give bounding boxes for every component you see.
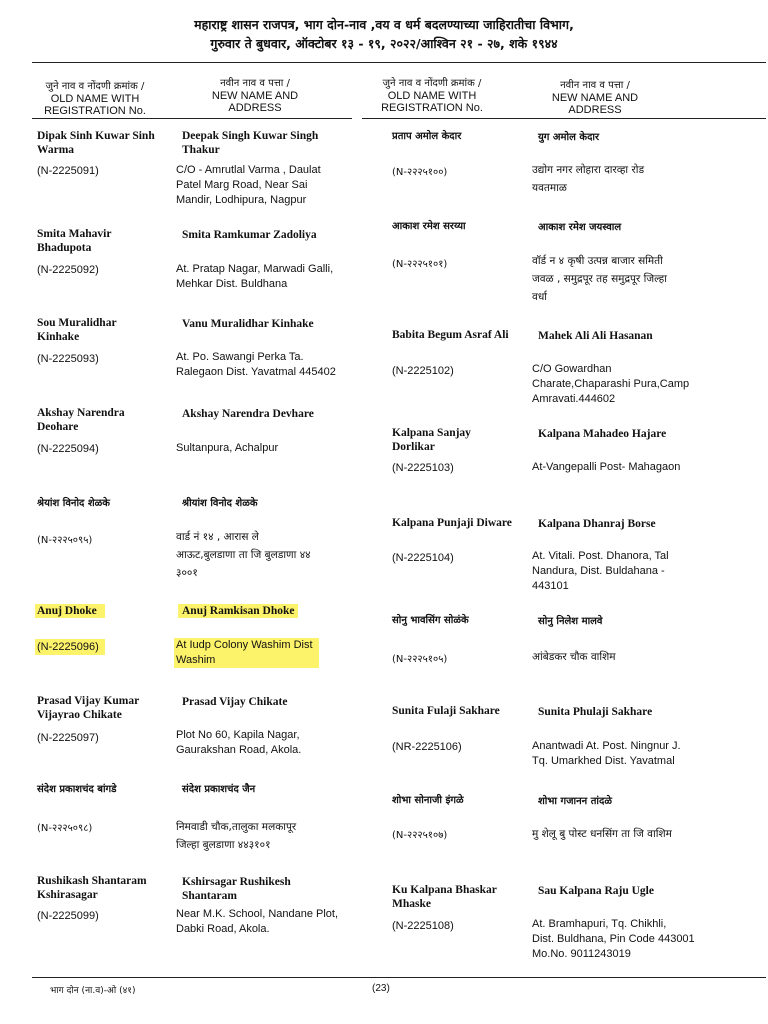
old-name: शोभा सोनाजी इंगळे	[392, 795, 464, 806]
new-name: Akshay Narendra Devhare	[182, 408, 314, 420]
old-name-highlighted: Anuj Dhoke	[35, 604, 105, 618]
new-name: Smita Ramkumar Zadoliya	[182, 229, 317, 241]
registration-number: (N-२२२५१०५)	[392, 654, 448, 665]
new-heading-en-1: NEW NAME AND	[551, 92, 639, 104]
left-new-column-heading	[185, 78, 325, 114]
new-name: Sunita Phulaji Sakhare	[538, 706, 653, 718]
old-name: संदेश प्रकाशचंद बांगडे	[37, 784, 117, 795]
footer-part-label: भाग दोन (ना.व)-ओ (४१)	[50, 986, 136, 996]
new-heading-en-1: NEW NAME AND	[211, 90, 299, 102]
left-old-column-heading	[30, 81, 160, 117]
top-rule	[32, 62, 766, 63]
new-name: Sau Kalpana Raju Ugle	[538, 885, 654, 897]
new-name: युग अमोल केदार	[538, 132, 600, 143]
address: At. Bramhapuri, Tq. Chikhli, Dist. Buldhana, Pin Code 443001 Mo.No. 9011243019	[532, 918, 695, 960]
registration-number: (N-2225091)	[37, 165, 99, 177]
new-name: शोभा गजानन तांदळे	[538, 796, 612, 807]
right-old-column-heading	[362, 78, 502, 114]
right-heading-rule	[362, 118, 766, 119]
new-name: Prasad Vijay Chikate	[182, 696, 288, 708]
address: आंबेडकर चौक वाशिम	[532, 651, 616, 663]
old-name: Smita Mahavir Bhadupota	[37, 228, 112, 254]
old-name: Kalpana Punjaji Diware	[392, 517, 512, 529]
left-heading-rule	[32, 118, 352, 119]
old-name: प्रताप अमोल केदार	[392, 131, 462, 142]
address: At-Vangepalli Post- Mahagaon	[532, 461, 681, 473]
old-name: Rushikash Shantaram Kshirasagar	[37, 875, 147, 901]
new-heading-marathi: नवीन नाव व पत्ता /	[560, 80, 630, 91]
old-name: Sunita Fulaji Sakhare	[392, 705, 500, 717]
registration-number: (N-२२२५१००)	[392, 167, 448, 178]
new-name: श्रीयांश विनोद शेळके	[182, 498, 258, 509]
registration-number: (N-२२२५१०७)	[392, 830, 448, 841]
registration-number: (N-२२२५१०१)	[392, 259, 448, 270]
old-name: Dipak Sinh Kuwar Sinh Warma	[37, 130, 155, 156]
footer-rule	[32, 977, 766, 978]
new-name: आकाश रमेश जयस्वाल	[538, 222, 622, 233]
old-name: आकाश रमेश सरय्या	[392, 221, 466, 232]
old-name: Ku Kalpana Bhaskar Mhaske	[392, 884, 497, 910]
registration-number: (NR-2225106)	[392, 741, 462, 753]
registration-number: (N-2225092)	[37, 264, 99, 276]
registration-number: (N-2225097)	[37, 732, 99, 744]
address-highlighted: At Iudp Colony Washim Dist Washim	[174, 638, 319, 668]
address: वार्ड नं १४ , आरास ले आऊट,बुलडाणा ता जि बुलडाणा ४४ ३००१	[176, 531, 311, 579]
gazette-title: महाराष्ट्र शासन राजपत्र, भाग दोन-नाव ,वय व धर्म बदलण्याच्या जाहिरातीचा विभाग,	[194, 17, 574, 32]
old-heading-en-2: REGISTRATION No.	[381, 102, 483, 114]
new-name: Mahek Ali Ali Hasanan	[538, 330, 653, 342]
address: उद्योग नगर लोहारा दारव्हा रोड यवतमाळ	[532, 164, 645, 194]
address: At. Vitali. Post. Dhanora, Tal Nandura, Dist. Buldahana - 443101	[532, 550, 669, 592]
address: Anantwadi At. Post. Ningnur J. Tq. Umarkhed Dist. Yavatmal	[532, 740, 681, 767]
registration-number: (N-2225104)	[392, 552, 454, 564]
new-heading-en-2: ADDRESS	[228, 102, 282, 114]
registration-number: (N-2225094)	[37, 443, 99, 455]
old-name: Babita Begum Asraf Ali	[392, 329, 509, 341]
gazette-date-line: गुरुवार ते बुधवार, ऑक्टोबर १३ - १९, २०२२/आश्विन २१ - २७, शके १९४४	[210, 36, 558, 51]
address: Plot No 60, Kapila Nagar, Gaurakshan Road, Akola.	[176, 729, 302, 756]
registration-number: (N-2225099)	[37, 910, 99, 922]
address: Sultanpura, Achalpur	[176, 442, 279, 454]
registration-number: (N-2225093)	[37, 353, 99, 365]
old-heading-en-1: OLD NAME WITH	[50, 93, 140, 105]
registration-number: (N-2225102)	[392, 365, 454, 377]
old-heading-en-2: REGISTRATION No.	[44, 105, 146, 117]
new-name: Kshirsagar Rushikesh Shantaram	[182, 876, 291, 902]
old-name: Kalpana Sanjay Dorlikar	[392, 427, 471, 453]
address: At. Pratap Nagar, Marwadi Galli, Mehkar Dist. Buldhana	[176, 263, 334, 290]
old-name: सोनु भावसिंग सोळंके	[392, 615, 469, 626]
old-name: Akshay Narendra Deohare	[37, 407, 125, 433]
old-name: Prasad Vijay Kumar Vijayrao Chikate	[37, 695, 140, 721]
address: वॉर्ड न ४ कृषी उत्पन्न बाजार समिती जवळ , समुद्रपूर तह समुद्रपूर जिल्हा वर्धा	[532, 255, 667, 303]
page-number: (23)	[372, 983, 390, 994]
old-heading-en-1: OLD NAME WITH	[387, 90, 477, 102]
registration-number-highlighted: (N-2225096)	[35, 639, 105, 655]
address: Near M.K. School, Nandane Plot, Dabki Road, Akola.	[176, 908, 339, 935]
new-name-highlighted: Anuj Ramkisan Dhoke	[178, 604, 298, 618]
new-name: Kalpana Mahadeo Hajare	[538, 428, 667, 440]
address: मु शेलू बु पोस्ट धनसिंग ता जि वाशिम	[532, 828, 672, 840]
old-heading-marathi: जुने नाव व नोंदणी क्रमांक /	[45, 81, 145, 92]
new-name: Vanu Muralidhar Kinhake	[182, 318, 314, 330]
new-name: सोनु निलेश मालवे	[538, 616, 603, 627]
registration-number: (N-२२२५०९५)	[37, 535, 93, 546]
address: C/O - Amrutlal Varma , Daulat Patel Marg Road, Near Sai Mandir, Lodhipura, Nagpur	[176, 164, 321, 206]
new-heading-en-2: ADDRESS	[568, 104, 622, 116]
address: C/O Gowardhan Charate,Chaparashi Pura,Camp Amravati.444602	[532, 363, 690, 405]
registration-number: (N-२२२५०९८)	[37, 823, 93, 834]
registration-number: (N-2225108)	[392, 920, 454, 932]
new-name: संदेश प्रकाशचंद जैन	[182, 784, 256, 795]
address: निमवाडी चौक,तालुका मलकापूर जिल्हा बुलडाणा ४४३१०१	[176, 821, 297, 851]
new-name: Kalpana Dhanraj Borse	[538, 518, 656, 530]
old-heading-marathi: जुने नाव व नोंदणी क्रमांक /	[382, 78, 482, 89]
new-name: Deepak Singh Kuwar Singh Thakur	[182, 130, 319, 156]
address: At. Po. Sawangi Perka Ta. Ralegaon Dist. Yavatmal 445402	[176, 351, 336, 378]
old-name: Sou Muralidhar Kinhake	[37, 317, 117, 343]
right-new-column-heading	[520, 80, 670, 116]
new-heading-marathi: नवीन नाव व पत्ता /	[220, 78, 290, 89]
old-name: श्रेयांश विनोद शेळके	[37, 498, 110, 509]
registration-number: (N-2225103)	[392, 462, 454, 474]
